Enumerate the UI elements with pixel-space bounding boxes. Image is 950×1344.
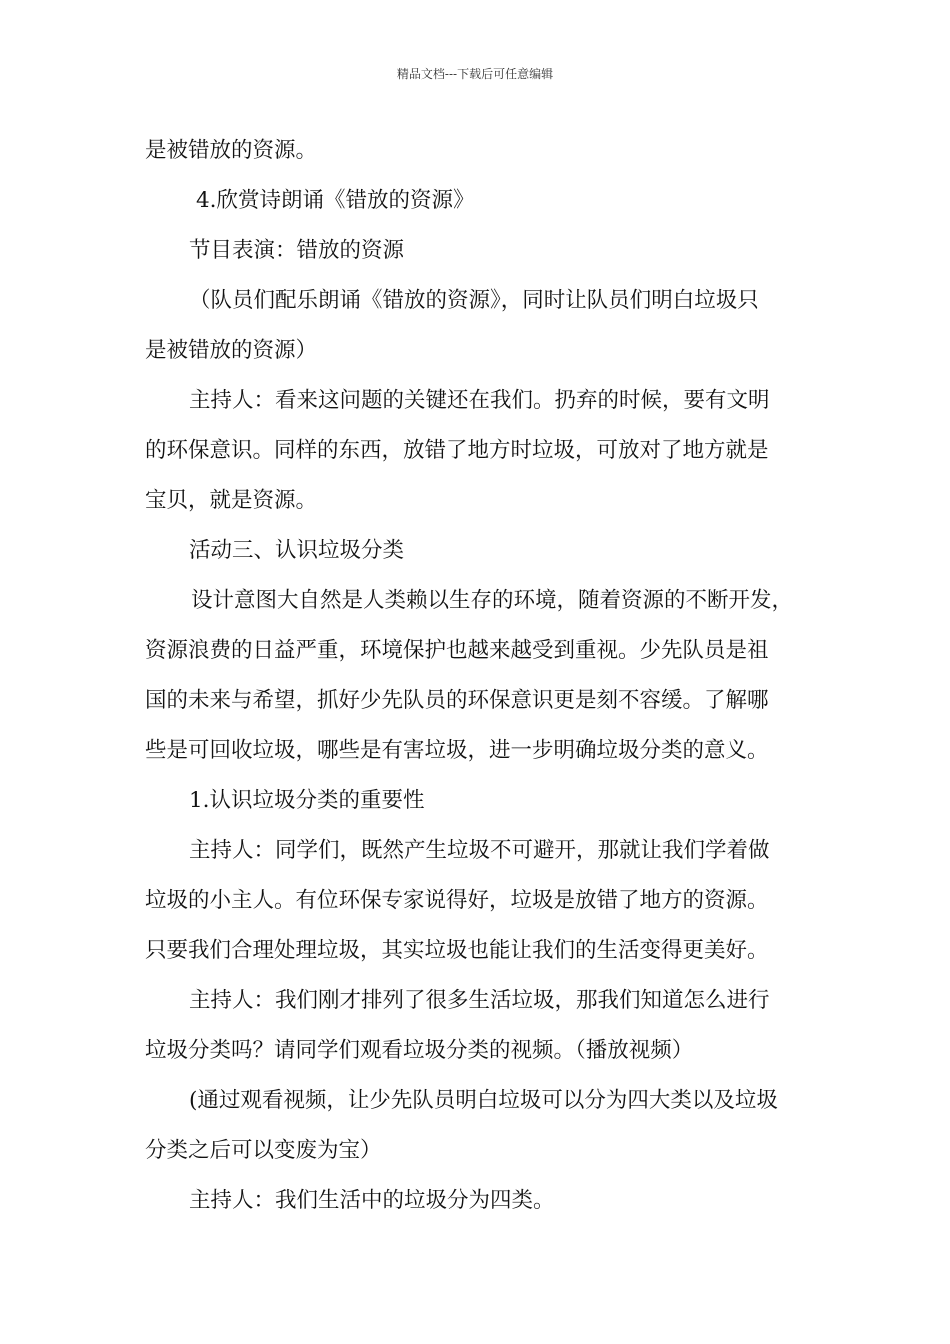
text-line: 设计意图大自然是人类赖以生存的环境，随着资源的不断开发， [191,588,794,613]
text-line: 主持人：看来这问题的关键还在我们。扔弃的时候，要有文明 [189,388,770,413]
text-line: 活动三、认识垃圾分类 [189,538,405,563]
text-line: 节目表演：错放的资源 [189,238,405,263]
text-line: 的环保意识。同样的东西，放错了地方时垃圾，可放对了地方就是 [145,438,769,463]
text-line: 宝贝，就是资源。 [145,488,318,513]
text-line: 只要我们合理处理垃圾，其实垃圾也能让我们的生活变得更美好。 [145,938,769,963]
text-line: 垃圾的小主人。有位环保专家说得好，垃圾是放错了地方的资源。 [145,888,769,913]
text-line: 主持人：我们刚才排列了很多生活垃圾，那我们知道怎么进行 [189,988,770,1013]
text-line: （队员们配乐朗诵《错放的资源》，同时让队员们明白垃圾只 [189,288,759,313]
text-line: 是被错放的资源） [145,338,318,363]
text-line: 1.认识垃圾分类的重要性 [189,788,425,813]
page-header: 精品文档---下载后可任意编辑 [396,67,554,81]
text-line: (通过观看视频，让少先队员明白垃圾可以分为四大类以及垃圾 [189,1088,778,1113]
text-line: 资源浪费的日益严重，环境保护也越来越受到重视。少先队员是祖 [145,638,769,663]
text-line: 主持人：同学们，既然产生垃圾不可避开，那就让我们学着做 [189,838,770,863]
text-line: 国的未来与希望，抓好少先队员的环保意识更是刻不容缓。了解哪 [145,688,769,713]
text-line: 些是可回收垃圾，哪些是有害垃圾，进一步明确垃圾分类的意义。 [145,738,769,763]
text-line: 垃圾分类吗？请同学们观看垃圾分类的视频。（播放视频） [145,1038,694,1063]
text-line: 主持人：我们生活中的垃圾分为四类。 [189,1188,555,1213]
text-line: 是被错放的资源。 [145,138,318,163]
text-line: 4.欣赏诗朗诵《错放的资源》 [196,188,475,213]
text-line: 分类之后可以变废为宝） [145,1138,382,1163]
